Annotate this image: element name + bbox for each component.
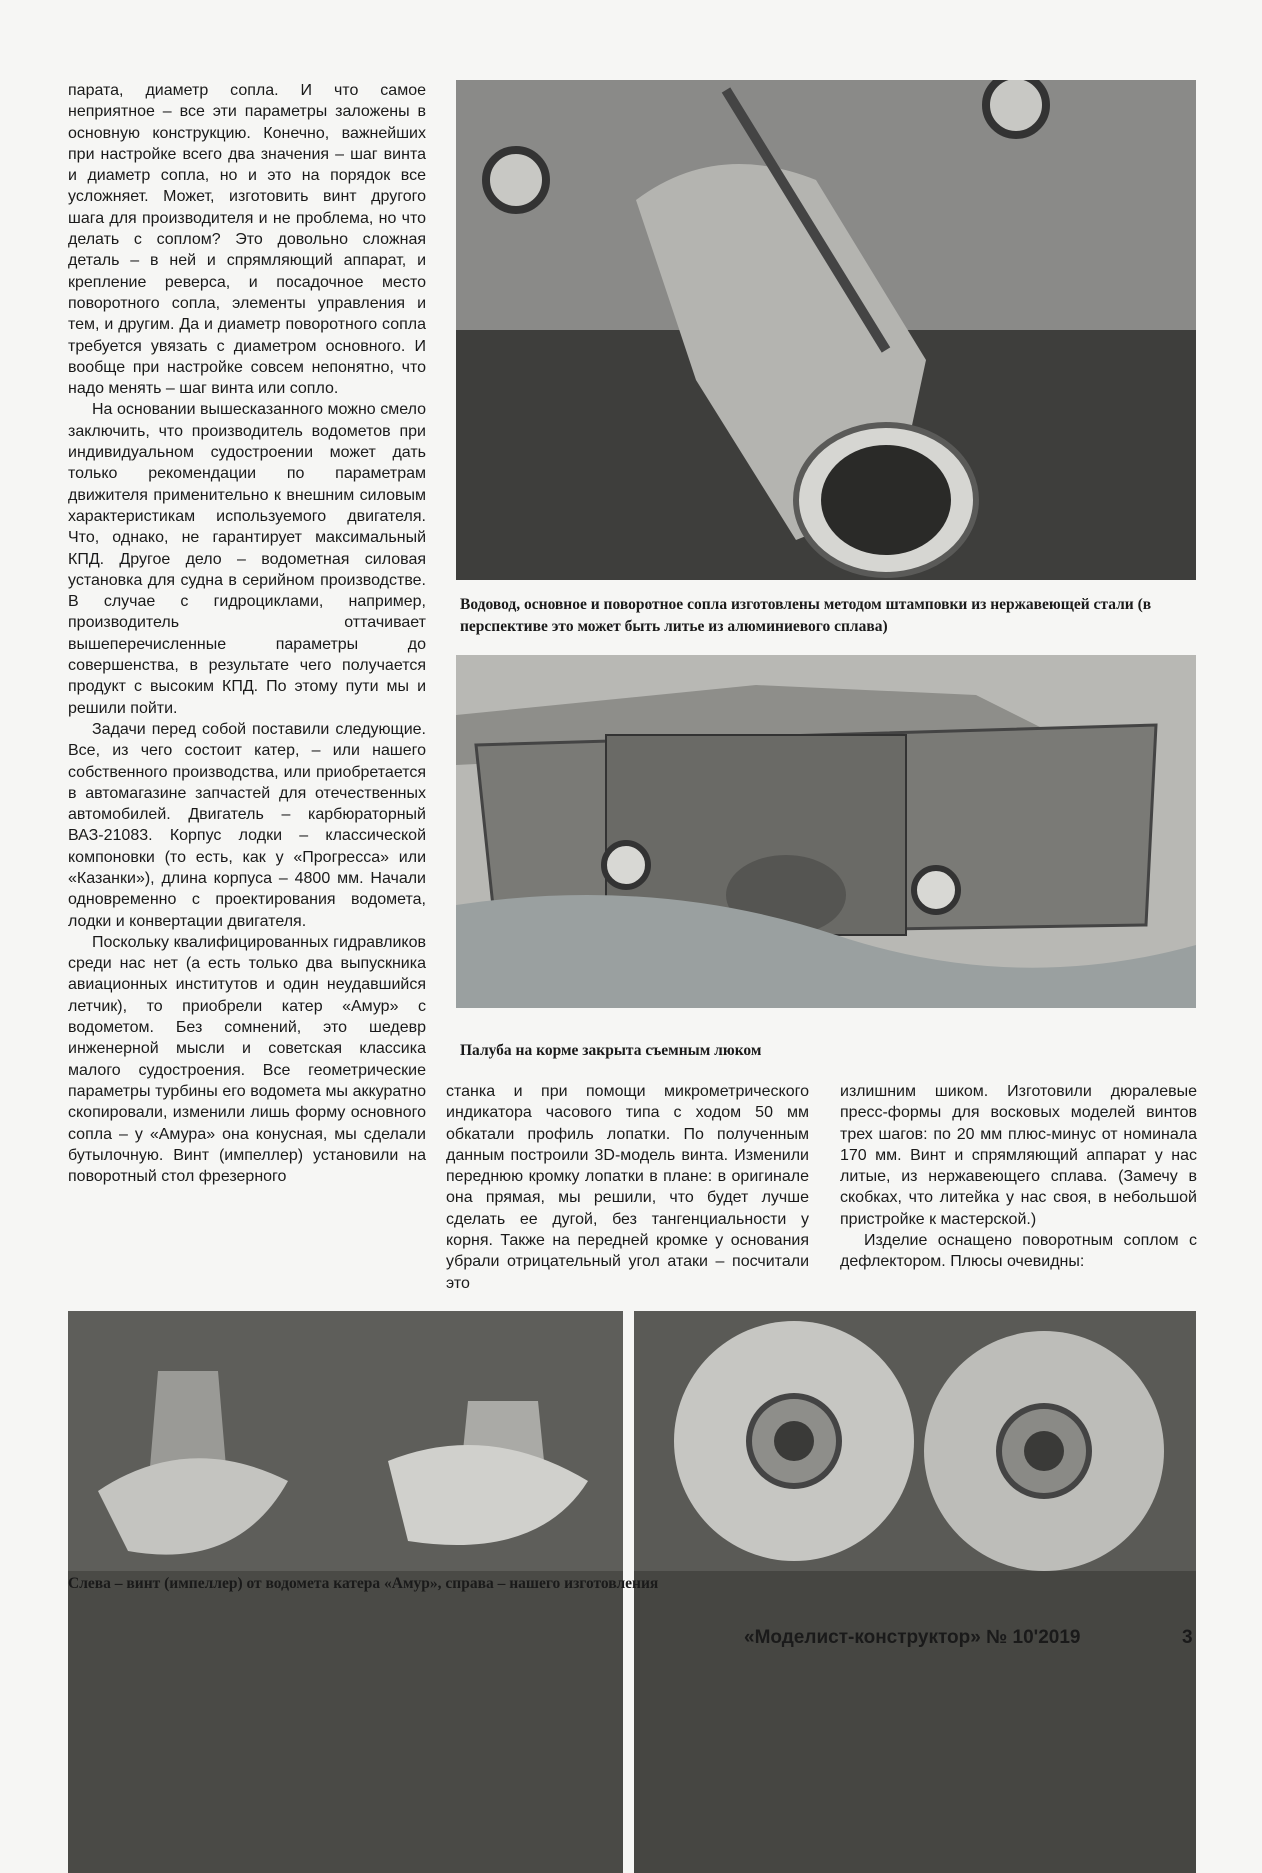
text-column-1 — [68, 80, 426, 1187]
paragraph: излишним шиком. Изготовили дюралевые пресс-формы для восковых моделей винтов трех шагов: по 20 мм плюс-минус от номинала 170 мм. Винт и спрямляющий аппарат у нас литые, из нержавеющего сплава. (Замечу в скобках, что литейка у нас своя, в небольшой пристройке к мастерской.) — [840, 1083, 1197, 1228]
paragraph: станка и при помощи микрометрического индикатора часового типа с ходом 50 мм обкатали профиль лопатки. По полученным данным построили 3D-модель винта. Изменили переднюю кромку лопатки в плане: в оригинале она прямая, мы решили, что будет лучше сделать ее дугой, без тангенциальности у корня. Также на передней кромке у основания убрали отрицательный угол атаки – посчитали это — [446, 1083, 809, 1292]
text-column-3 — [840, 1081, 1197, 1273]
paragraph: Задачи перед собой поставили следующие. Все, из чего состоит катер, – или нашего собственного производства, или приобретается в автомагазине запчастей для отечественных автомобилей. Двигатель – карбюраторный ВАЗ-21083. Корпус лодки – классической компоновки (то есть, как у «Прогресса» или «Казанки»), длина корпуса – 4800 мм. Начали одновременно с проектирования водомета, лодки и конвертации двигателя. — [68, 720, 426, 930]
photo-caption-3: Слева – винт (импеллер) от водомета катера «Амур», справа – нашего изготовления — [68, 1575, 659, 1592]
photo-stern-deck — [456, 655, 1196, 1008]
photo-caption-2: Палуба на корме закрыта съемным люком — [460, 1042, 762, 1059]
text-column-2 — [446, 1081, 809, 1294]
photo-caption-1: Водовод, основное и поворотное сопла изготовлены методом штамповки из нержавеющей стали (в перспективе это может быть литье из алюминиевого сплава) — [460, 596, 1152, 635]
magazine-footer: «Моделист-конструктор» № 10'2019 — [744, 1627, 1081, 1648]
paragraph: парата, диаметр сопла. И что самое неприятное – все эти параметры заложены в основную конструкцию. Конечно, важнейших при настройке всего два значения – шаг винта и диаметр сопла, но и это на порядок все усложняет. Может, изготовить винт другого шага для производителя и не проблема, но что делать с соплом? Это довольно сложная деталь – в ней и спрямляющий аппарат, и крепление реверса, и посадочное место поворотного сопла, элементы управления и тем, и другим. Да и диаметр поворотного сопла требуется увязать с диаметром основного. И вообще при настройке совсем непонятно, что надо менять – шаг винта или сопло. — [68, 82, 426, 398]
paragraph: Изделие оснащено поворотным соплом с дефлектором. Плюсы очевидны: — [840, 1232, 1197, 1271]
paragraph: Поскольку квалифицированных гидравликов среди нас нет (а есть только два выпускника авиационных институтов и один неудавшийся летчик), то приобрели катер «Амур» с водометом. Без сомнений, это шедевр инженерной мысли и советская классика малого судостроения. Все геометрические параметры турбины его водомета мы аккуратно скопировали, изменили лишь форму основного сопла – у «Амура» она конусная, мы сделали бутылочную. Винт (импеллер) установили на поворотный стол фрезерного — [68, 933, 426, 1186]
page-number: 3 — [1182, 1627, 1193, 1648]
paragraph: На основании вышесказанного можно смело заключить, что производитель водометов при индивидуальном судостроении может дать только рекомендации по параметрам движителя применительно к внешним силовым характеристикам используемого двигателя. Что, однако, не гарантирует максимальный КПД. Другое дело – водометная силовая установка для судна в серийном производстве. В случае с гидроциклами, например, производитель оттачивает вышеперечисленные параметры до совершенства, в результате чего получается продукт с высоким КПД. По этому пути мы и решили пойти. — [68, 401, 426, 717]
photo-waterjet-nozzle — [456, 80, 1196, 580]
